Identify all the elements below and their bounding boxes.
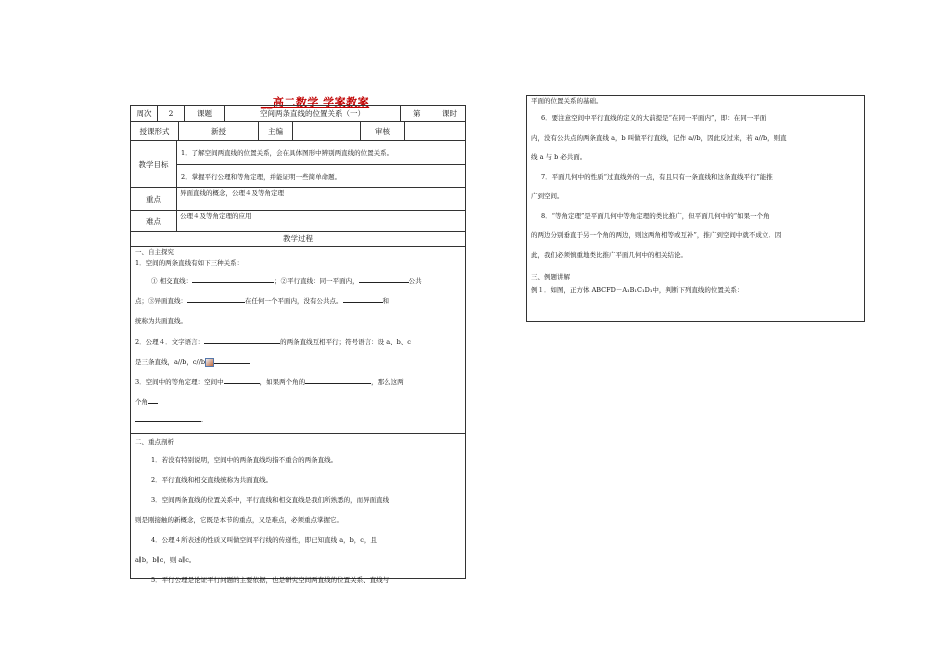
header-row <box>131 106 465 122</box>
page-title: __高二数学 学案教案 <box>260 96 370 109</box>
answer-blank[interactable] <box>135 414 204 424</box>
answer-blank[interactable] <box>359 275 409 283</box>
q1a-text: ① 相交直线： <box>151 277 193 285</box>
analysis-p2: 2．平行直线和相交直线统称为共面直线。 <box>151 476 273 484</box>
topic-value: 空间两条直线的位置关系（一） <box>225 106 401 121</box>
analysis-p3a: 3．空间两条直线的位置关系中，平行直线和相交直线是我们所熟悉的，而异面直线 <box>151 496 390 504</box>
answer-blank[interactable] <box>204 336 280 344</box>
lesson-period <box>401 106 465 121</box>
q3-text: ，如果两个角的 <box>259 378 306 386</box>
q3-text: 3．空间中的等角定理：空间中 <box>135 378 224 386</box>
form-row <box>131 122 465 141</box>
process-title: 教学过程 <box>283 234 313 243</box>
goal-item: 1．了解空间两直线的位置关系，会在具体图形中辨别两直线的位置关系。 <box>177 141 465 165</box>
q3-line-b <box>135 396 461 409</box>
q1-line-a <box>135 275 461 288</box>
process-title-row <box>131 232 465 247</box>
key-label: 重点 <box>131 188 177 210</box>
right-line: 此，我们必须慎重地类比推广平面几何中的相关结论。 <box>531 250 687 259</box>
right-line: 7．平面几何中的性质“过直线外的一点，有且只有一条直线和这条直线平行”能推 <box>541 172 773 181</box>
q1a-text: 公共 <box>408 277 422 285</box>
form-label: 授课形式 <box>131 122 179 140</box>
section-explore <box>131 247 465 427</box>
form-value: 新授 <box>179 122 259 140</box>
analysis-p4b: a∥b，b∥c，则 a∥c。 <box>135 556 196 564</box>
section3-heading: 三、例题讲解 <box>531 273 570 281</box>
analysis-p4a: 4．公理４所表述的性质又叫做空间平行线的传递性，即已知直线 a，b，c，且 <box>151 536 377 544</box>
q1-line-b <box>135 295 461 308</box>
q1-line-c: 统称为共面直线。 <box>135 317 187 325</box>
answer-blank[interactable] <box>224 376 260 384</box>
lesson-plan-table <box>130 105 466 584</box>
section1-heading: 一、自主探究 <box>135 248 174 256</box>
key-row <box>131 188 465 211</box>
right-line: 的两边分别垂直于另一个角的两边，则这两角相等或互补”，推广到空间中就不成立．因 <box>531 231 782 239</box>
answer-blank[interactable] <box>214 356 250 364</box>
q1a-text: ；②平行直线：同一平面内， <box>274 277 359 285</box>
right-line: 8．“等角定理”是平面几何中等角定理的类比推广，但平面几何中的“如果一个角 <box>541 211 770 220</box>
difficulty-value: 公理４及等角定理的应用 <box>180 212 252 220</box>
q1: 1．空间的两条直线有如下三种关系： <box>135 259 244 267</box>
q2-line-b <box>135 356 461 369</box>
analysis-p5: 5．平行公理是论证平行问题的主要依据，也是研究空间两直线的位置关系、直线与 <box>151 576 390 584</box>
key-value: 异面直线的概念，公理４及等角定理 <box>180 189 284 197</box>
answer-blank[interactable] <box>148 396 158 404</box>
difficulty-label: 难点 <box>131 211 177 231</box>
q3-end: . <box>201 416 204 424</box>
right-line: 广到空间。 <box>531 192 564 200</box>
answer-blank[interactable] <box>187 295 245 303</box>
right-line: 平面的位置关系的基础。 <box>531 97 603 105</box>
goals-label: 教学目标 <box>131 141 177 187</box>
q3-line-a <box>135 376 461 389</box>
section-analysis <box>131 436 465 587</box>
week-value: 2 <box>158 106 185 121</box>
q1b-text: 在任何一个平面内，没有公共点。 <box>245 297 343 305</box>
di-label: 第 <box>413 109 421 118</box>
q1b-text: 点；③异面直线： <box>135 297 187 305</box>
right-line: 线 a 与 b 必共面。 <box>531 153 587 161</box>
q3-text: ，那么这两 <box>371 378 404 386</box>
goals-row <box>131 141 465 188</box>
section2-heading: 二、重点剖析 <box>135 438 174 446</box>
answer-blank[interactable] <box>305 376 371 384</box>
analysis-p1: 1．若没有特别说明，空间中的两条直线均指不重合的两条直线。 <box>151 456 338 464</box>
continuation-box <box>526 95 865 322</box>
formula-image-icon <box>205 358 214 367</box>
answer-blank[interactable] <box>192 275 274 283</box>
week-label: 周次 <box>131 106 158 121</box>
q3-line-c <box>135 414 461 427</box>
review-value <box>405 122 465 140</box>
example-1: 例１．如图，正方体 ABCFD－A₁B₁C₁D₁中，判断下列直线的位置关系： <box>531 286 744 294</box>
q2-text: 的两条直线互相平行；符号语言：设 a、b、c <box>280 338 411 346</box>
q1b-text: 和 <box>382 297 389 305</box>
q2-text: 2．公理４．文字语言： <box>135 338 205 346</box>
goal-item: 2．掌握平行公理和等角定理，并能证明一些简单命题。 <box>181 172 342 181</box>
right-line: 6．要注意空间中平行直线的定义的大前提是“在同一平面内”，即：在同一平面 <box>541 114 767 122</box>
right-line: 内，没有公共点的两条直线 a，b 叫做平行直线，记作 a//b，因此反过来，若 a//b，则直 <box>531 133 787 142</box>
q3-text: 个角 <box>135 398 148 406</box>
divider <box>131 433 465 434</box>
difficulty-row <box>131 211 465 232</box>
answer-blank[interactable] <box>343 295 383 303</box>
review-label: 审核 <box>361 122 405 140</box>
analysis-p3b: 则是刚接触的新概念，它既是本节的重点，又是难点，必须重点掌握它。 <box>135 516 343 524</box>
editor-label: 主编 <box>259 122 293 140</box>
q2-line-a <box>135 336 461 349</box>
keshi-label: 课时 <box>442 109 457 118</box>
topic-label: 课题 <box>185 106 225 121</box>
q2-text: 是三条直线，a//b，c//b <box>135 358 206 366</box>
editor-value <box>293 122 361 140</box>
